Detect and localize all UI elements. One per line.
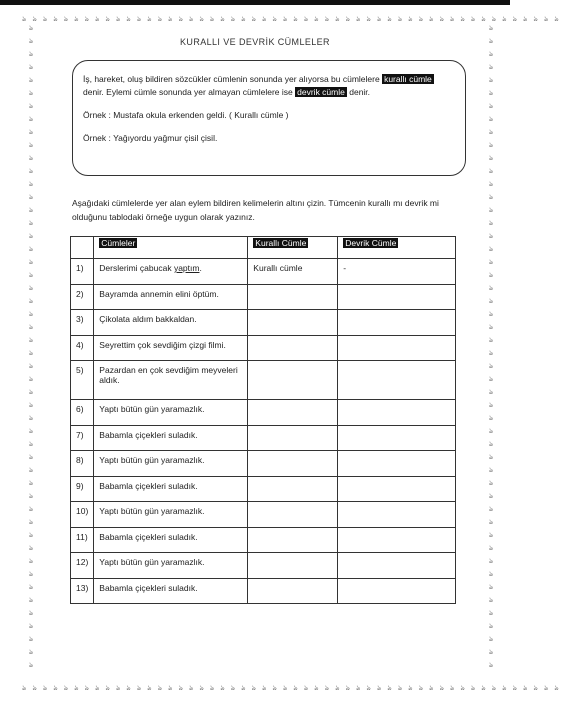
instructions-text: Aşağıdaki cümlelerde yer alan eylem bildiren kelimelerin altını çizin. Tümcenin kurallı mı devrik mi olduğunu tablodaki örneğe uygun olarak yazınız. bbox=[72, 198, 439, 222]
table-row bbox=[71, 284, 456, 310]
sentence-text: Derslerimi çabucak bbox=[99, 263, 172, 273]
term-inverted-sentence: devrik cümle bbox=[297, 87, 345, 97]
regular-answer-cell[interactable] bbox=[248, 553, 338, 579]
row-number: 12) bbox=[71, 553, 94, 579]
header-sentences: Cümleler bbox=[101, 238, 136, 248]
inverted-answer-cell[interactable] bbox=[338, 400, 456, 426]
row-number: 9) bbox=[71, 476, 94, 502]
inverted-answer-cell[interactable] bbox=[338, 310, 456, 336]
sentence-end: . bbox=[199, 263, 202, 273]
table-row bbox=[71, 400, 456, 426]
sentence-cell bbox=[94, 259, 248, 285]
table-row bbox=[71, 425, 456, 451]
regular-answer-cell[interactable] bbox=[248, 527, 338, 553]
inverted-answer-cell[interactable] bbox=[338, 361, 456, 400]
page-title: KURALLI VE DEVRİK CÜMLELER bbox=[180, 37, 330, 47]
term-regular-sentence: kurallı cümle bbox=[384, 74, 432, 84]
table-row bbox=[71, 527, 456, 553]
inverted-answer-cell[interactable] bbox=[338, 451, 456, 477]
row-number: 6) bbox=[71, 400, 94, 426]
table-row bbox=[71, 502, 456, 528]
sentence-cell: Yaptı bütün gün yaramazlık. bbox=[94, 400, 248, 426]
row-number: 2) bbox=[71, 284, 94, 310]
row-number: 4) bbox=[71, 335, 94, 361]
row-number: 10) bbox=[71, 502, 94, 528]
worksheet-table bbox=[70, 236, 456, 604]
regular-answer-cell[interactable] bbox=[248, 451, 338, 477]
header-inverted-cell bbox=[338, 237, 456, 259]
regular-answer-cell[interactable] bbox=[248, 310, 338, 336]
definition-part-2: denir. Eylemi cümle sonunda yer almayan cümlelere ise bbox=[83, 87, 293, 97]
table-row bbox=[71, 476, 456, 502]
example-regular: Örnek : Mustafa okula erkenden geldi. ( Kurallı cümle ) bbox=[83, 110, 289, 120]
row-number: 5) bbox=[71, 361, 94, 400]
row-number: 7) bbox=[71, 425, 94, 451]
regular-answer-cell[interactable] bbox=[248, 284, 338, 310]
sentence-cell: Babamla çiçekleri suladık. bbox=[94, 527, 248, 553]
scan-top-edge bbox=[0, 0, 510, 5]
regular-answer-cell[interactable] bbox=[248, 335, 338, 361]
row-number: 11) bbox=[71, 527, 94, 553]
definition-box bbox=[72, 60, 466, 176]
sentence-cell: Bayramda annemin elini öptüm. bbox=[94, 284, 248, 310]
table-row bbox=[71, 310, 456, 336]
definition-part-3: denir. bbox=[349, 87, 371, 97]
table-row bbox=[71, 553, 456, 579]
inverted-answer-cell[interactable] bbox=[338, 578, 456, 604]
definition-text bbox=[83, 73, 455, 99]
sentence-cell: Yaptı bütün gün yaramazlık. bbox=[94, 451, 248, 477]
inverted-answer-cell[interactable] bbox=[338, 502, 456, 528]
sentence-cell: Babamla çiçekleri suladık. bbox=[94, 425, 248, 451]
row-number: 13) bbox=[71, 578, 94, 604]
row-number: 1) bbox=[71, 259, 94, 285]
row-number: 3) bbox=[71, 310, 94, 336]
underlined-verb: yaptım bbox=[173, 263, 200, 273]
sentence-cell: Çikolata aldım bakkaldan. bbox=[94, 310, 248, 336]
inverted-answer-cell[interactable] bbox=[338, 527, 456, 553]
header-sentences-cell bbox=[94, 237, 248, 259]
sentence-cell: Seyrettim çok sevdiğim çizgi filmi. bbox=[94, 335, 248, 361]
header-regular-cell bbox=[248, 237, 338, 259]
table-row bbox=[71, 361, 456, 400]
inverted-answer-cell[interactable] bbox=[338, 476, 456, 502]
inverted-answer-cell[interactable] bbox=[338, 335, 456, 361]
decorative-border-top: ঌ ঌ ঌ ঌ ঌ ঌ ঌ ঌ ঌ ঌ ঌ ঌ ঌ ঌ ঌ ঌ ঌ ঌ ঌ ঌ ঌ ঌ ঌ ঌ ঌ ঌ ঌ ঌ ঌ ঌ ঌ ঌ ঌ ঌ ঌ ঌ ঌ ঌ ঌ ঌ ঌ ঌ ঌ ঌ ঌ ঌ ঌ ঌ ঌ ঌ ঌ ঌ bbox=[22, 15, 561, 23]
table-row bbox=[71, 451, 456, 477]
table-row bbox=[71, 335, 456, 361]
sentence-cell: Yaptı bütün gün yaramazlık. bbox=[94, 553, 248, 579]
sentence-cell: Pazardan en çok sevdiğim meyveleri aldık. bbox=[94, 361, 248, 400]
regular-answer-cell[interactable] bbox=[248, 578, 338, 604]
inverted-answer-cell[interactable] bbox=[338, 425, 456, 451]
regular-answer-cell[interactable] bbox=[248, 361, 338, 400]
sentence-cell: Yaptı bütün gün yaramazlık. bbox=[94, 502, 248, 528]
inverted-answer-cell[interactable] bbox=[338, 284, 456, 310]
regular-answer-cell[interactable] bbox=[248, 400, 338, 426]
regular-answer-cell[interactable]: Kurallı cümle bbox=[248, 259, 338, 285]
row-number: 8) bbox=[71, 451, 94, 477]
table-row bbox=[71, 578, 456, 604]
regular-answer-cell[interactable] bbox=[248, 476, 338, 502]
table-row bbox=[71, 259, 456, 285]
example-inverted: Örnek : Yağıyordu yağmur çisil çisil. bbox=[83, 133, 218, 143]
sentence-cell: Babamla çiçekleri suladık. bbox=[94, 578, 248, 604]
decorative-border-left: ঌ ঌ ঌ ঌ ঌ ঌ ঌ ঌ ঌ ঌ ঌ ঌ ঌ ঌ ঌ ঌ ঌ ঌ ঌ ঌ ঌ ঌ ঌ ঌ ঌ ঌ ঌ ঌ ঌ ঌ ঌ ঌ ঌ ঌ ঌ ঌ ঌ ঌ ঌ ঌ ঌ ঌ ঌ ঌ ঌ ঌ ঌ ঌ ঌ ঌ bbox=[28, 24, 34, 669]
sentence-cell: Babamla çiçekleri suladık. bbox=[94, 476, 248, 502]
table-header-row bbox=[71, 237, 456, 259]
header-number-cell bbox=[71, 237, 94, 259]
header-inverted: Devrik Cümle bbox=[345, 238, 397, 248]
regular-answer-cell[interactable] bbox=[248, 502, 338, 528]
definition-part-1: İş, hareket, oluş bildiren sözcükler cümlenin sonunda yer alıyorsa bu cümlelere bbox=[83, 74, 380, 84]
inverted-answer-cell[interactable] bbox=[338, 553, 456, 579]
decorative-border-right: ঌ ঌ ঌ ঌ ঌ ঌ ঌ ঌ ঌ ঌ ঌ ঌ ঌ ঌ ঌ ঌ ঌ ঌ ঌ ঌ ঌ ঌ ঌ ঌ ঌ ঌ ঌ ঌ ঌ ঌ ঌ ঌ ঌ ঌ ঌ ঌ ঌ ঌ ঌ ঌ ঌ ঌ ঌ ঌ ঌ ঌ ঌ ঌ ঌ ঌ bbox=[488, 24, 494, 669]
decorative-border-bottom: ঌ ঌ ঌ ঌ ঌ ঌ ঌ ঌ ঌ ঌ ঌ ঌ ঌ ঌ ঌ ঌ ঌ ঌ ঌ ঌ ঌ ঌ ঌ ঌ ঌ ঌ ঌ ঌ ঌ ঌ ঌ ঌ ঌ ঌ ঌ ঌ ঌ ঌ ঌ ঌ ঌ ঌ ঌ ঌ ঌ ঌ ঌ ঌ ঌ ঌ ঌ ঌ bbox=[22, 684, 561, 692]
header-regular: Kurallı Cümle bbox=[255, 238, 307, 248]
regular-answer-cell[interactable] bbox=[248, 425, 338, 451]
inverted-answer-cell[interactable]: - bbox=[338, 259, 456, 285]
